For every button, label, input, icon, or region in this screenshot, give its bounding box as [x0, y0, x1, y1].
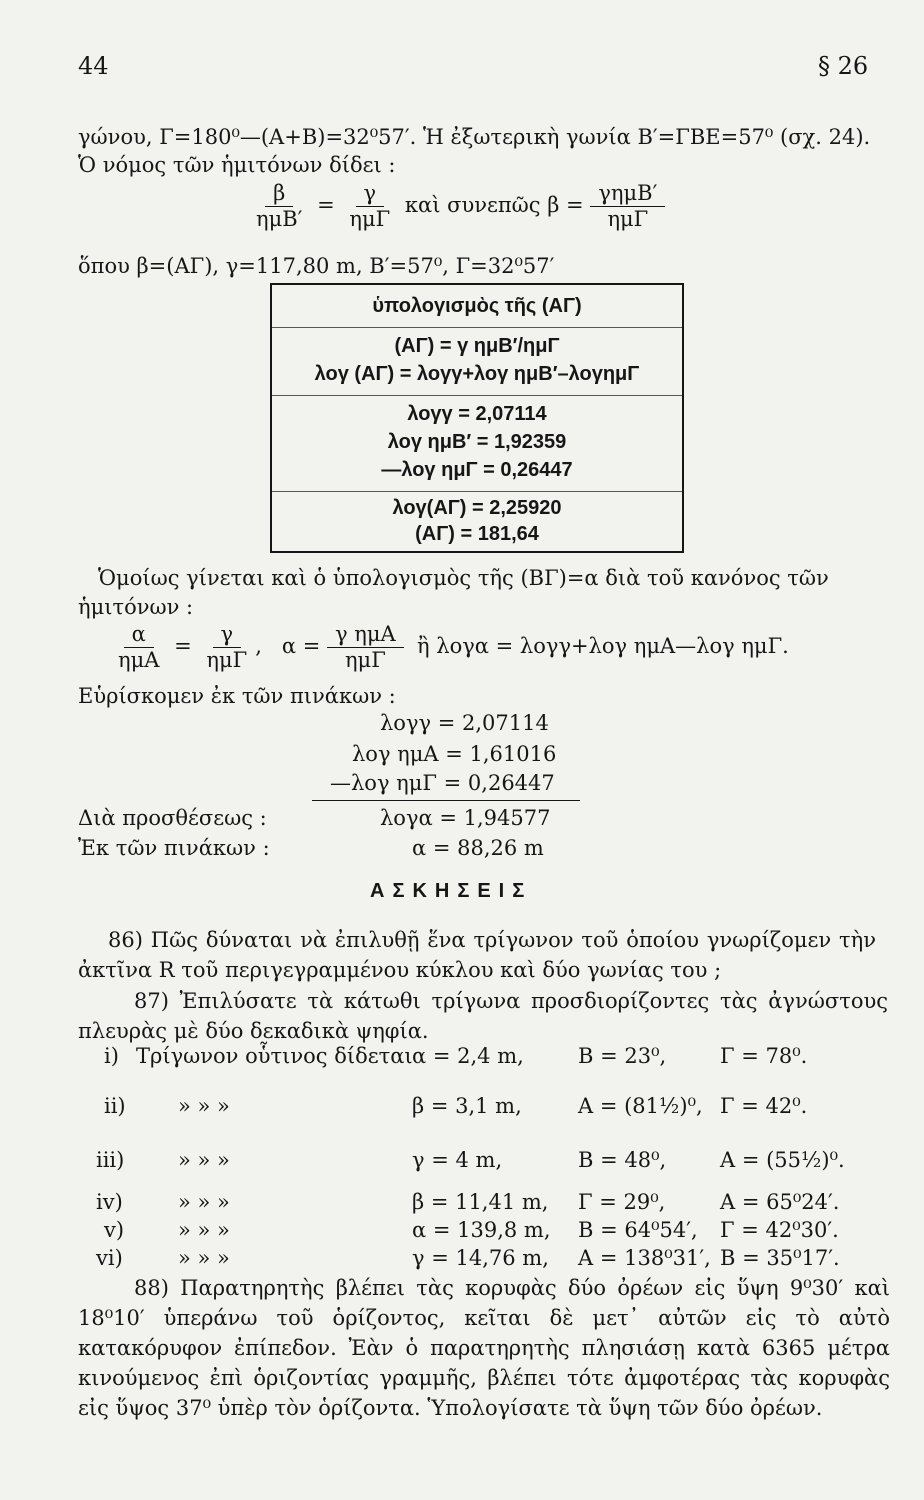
box-log-line-3: —λογ ημΓ = 0,26447 — [381, 459, 573, 481]
row-side: β = 11,41 m, — [412, 1190, 549, 1214]
row-side: α = 2,4 m, — [412, 1044, 524, 1068]
row-label: ii) — [104, 1094, 126, 1118]
row-angle-2: Γ = 42⁰. — [720, 1094, 808, 1118]
row-text: » » » — [178, 1148, 230, 1172]
exercise-86: 86) Πῶς δύναται νὰ ἐπιλυθῇ ἕνα τρίγωνον τοῦ ὁποίου γνωρίζομεν τὴν ἀκτῖνα R τοῦ περιγεγραμμένου κύκλου καὶ δύο γωνίας του ; — [78, 928, 876, 982]
section-number: § 26 — [818, 52, 869, 80]
box-log-line-1: λογγ = 2,07114 — [407, 403, 547, 425]
calc-line-4: λογα = 1,94577 — [380, 806, 551, 830]
calc-line-2: λογ ημΑ = 1,61016 — [352, 742, 557, 766]
fraction: $\frac{\alpha}{\text{ημΑ}}$ — [118, 622, 160, 673]
row-label: v) — [104, 1218, 125, 1242]
divider — [272, 395, 682, 396]
row-angle-2: Γ = 42⁰30′. — [720, 1218, 839, 1242]
divider — [272, 491, 682, 492]
law-of-sines-formula-2: $\frac{\alpha}{\text{ημΑ}}$ = $\frac{\gamma}{\text{ημΓ}}$ , α = $\frac{\text{γ ημΑ}}{\text{ημΓ}}$ ἢ λογα = λογγ+λογ ημΑ—λογ ημΓ. — [110, 623, 789, 672]
box-title: ὑπολογισμὸς τῆς (ΑΓ) — [372, 295, 582, 317]
law-of-sines-formula: $\frac{\beta}{\text{ημΒ′}}$ = $\frac{\gamma}{\text{ημΓ}}$ καὶ συνεπῶς β = $\frac{\text{γημΒ′}}{\text{ημΓ}}$ — [248, 182, 665, 231]
exercise-88: 88) Παρατηρητὴς βλέπει τὰς κορυφὰς δύο ὀρέων εἰς ὕψη 9⁰30′ καὶ 18⁰10′ ὑπεράνω τοῦ ὁρίζοντος, κεῖται δὲ μετ᾽ αὐτῶν εἰς τὸ αὐτὸ κατακόρυφον ἐπίπεδον. Ἐὰν ὁ παρατηρητὴς πλησιάσῃ κατὰ 6365 μέτρα κινούμενος ἐπὶ ὁριζοντίας γραμμῆς, βλέπει τότε ἀμφοτέρας τὰς κορυφὰς εἰς ὕψος 37⁰ ὑπὲρ τὸν ὁρίζοντα. Ὑπολογίσατε τὰ ὕψη τῶν δύο ὀρέων. — [78, 1276, 890, 1420]
given-values: ὅπου β=(ΑΓ), γ=117,80 m, Β′=57⁰, Γ=32⁰57′ — [78, 254, 555, 278]
row-side: β = 3,1 m, — [412, 1094, 522, 1118]
exercise-87: 87) Ἐπιλύσατε τὰ κάτωθι τρίγωνα προσδιορίζοντες τὰς ἀγνώστους πλευρὰς μὲ δύο δεκαδικὰ ψηφία. — [78, 989, 888, 1043]
similarly-line-1: Ὁμοίως γίνεται καὶ ὁ ὑπολογισμὸς τῆς (ΒΓ)=α διὰ τοῦ κανόνος τῶν — [98, 566, 829, 590]
box-formula-2: λογ (ΑΓ) = λογγ+λογ ημΒ′–λογημΓ — [314, 363, 640, 385]
row-angle-2: Α = 65⁰24′. — [720, 1190, 840, 1214]
row-text: Τρίγωνον οὗτινος δίδεται — [136, 1044, 413, 1068]
row-label: i) — [104, 1044, 119, 1068]
intro-line-2: Ὁ νόμος τῶν ἡμιτόνων δίδει : — [78, 153, 396, 177]
row-text: » » » — [178, 1094, 230, 1118]
fraction: $\frac{\gamma}{\text{ημΓ}}$ — [206, 622, 248, 673]
row-text: » » » — [178, 1190, 230, 1214]
row-angle-1: Β = 23⁰, — [578, 1044, 667, 1068]
page-number: 44 — [78, 52, 109, 80]
sum-rule — [312, 800, 580, 801]
row-side: γ = 4 m, — [412, 1148, 503, 1172]
tables-label: Εὑρίσκομεν ἐκ τῶν πινάκων : — [78, 684, 396, 708]
fraction: $\frac{\gamma}{\text{ημΓ}}$ — [349, 181, 391, 232]
exercises-title: ΑΣΚΗΣΕΙΣ — [370, 880, 533, 902]
row-side: γ = 14,76 m, — [412, 1246, 549, 1270]
addition-label: Διὰ προσθέσεως : — [78, 806, 267, 830]
box-log-line-2: λογ ημΒ′ = 1,92359 — [387, 431, 567, 453]
box-result-1: λογ(ΑΓ) = 2,25920 — [392, 497, 562, 519]
calc-line-5: α = 88,26 m — [412, 836, 544, 860]
tables-label-2: Ἐκ τῶν πινάκων : — [78, 836, 270, 860]
row-angle-1: Α = 138⁰31′, — [578, 1246, 711, 1270]
calculation-box — [270, 283, 684, 553]
row-angle-1: Β = 64⁰54′, — [578, 1218, 698, 1242]
intro-line-1: γώνου, Γ=180⁰—(Α+Β)=32⁰57′. Ἡ ἐξωτερικὴ γωνία Β′=ΓΒΕ=57⁰ (σχ. 24). — [78, 125, 871, 149]
fraction: $\frac{\text{γ ημΑ}}{\text{ημΓ}}$ — [327, 623, 404, 672]
row-angle-2: Γ = 78⁰. — [720, 1044, 808, 1068]
row-text: » » » — [178, 1218, 230, 1242]
row-angle-1: Β = 48⁰, — [578, 1148, 667, 1172]
fraction: $\frac{\text{γημΒ′}}{\text{ημΓ}}$ — [590, 182, 665, 231]
similarly-line-2: ἡμιτόνων : — [78, 595, 194, 619]
box-result-2: (ΑΓ) = 181,64 — [415, 523, 539, 545]
row-angle-2: Α = (55½)⁰. — [720, 1148, 845, 1172]
fraction: $\frac{\beta}{\text{ημΒ′}}$ — [256, 181, 303, 232]
row-angle-1: Α = (81½)⁰, — [578, 1094, 703, 1118]
calc-line-1: λογγ = 2,07114 — [380, 711, 549, 735]
row-label: vi) — [96, 1246, 123, 1270]
row-angle-2: Β = 35⁰17′. — [720, 1246, 840, 1270]
box-formula-1: (ΑΓ) = γ ημΒ′/ημΓ — [394, 335, 560, 357]
row-angle-1: Γ = 29⁰, — [578, 1190, 666, 1214]
row-label: iii) — [96, 1148, 125, 1172]
row-side: α = 139,8 m, — [412, 1218, 551, 1242]
row-text: » » » — [178, 1246, 230, 1270]
calc-line-3: —λογ ημΓ = 0,26447 — [330, 771, 555, 795]
divider — [272, 327, 682, 328]
row-label: iv) — [96, 1190, 123, 1214]
